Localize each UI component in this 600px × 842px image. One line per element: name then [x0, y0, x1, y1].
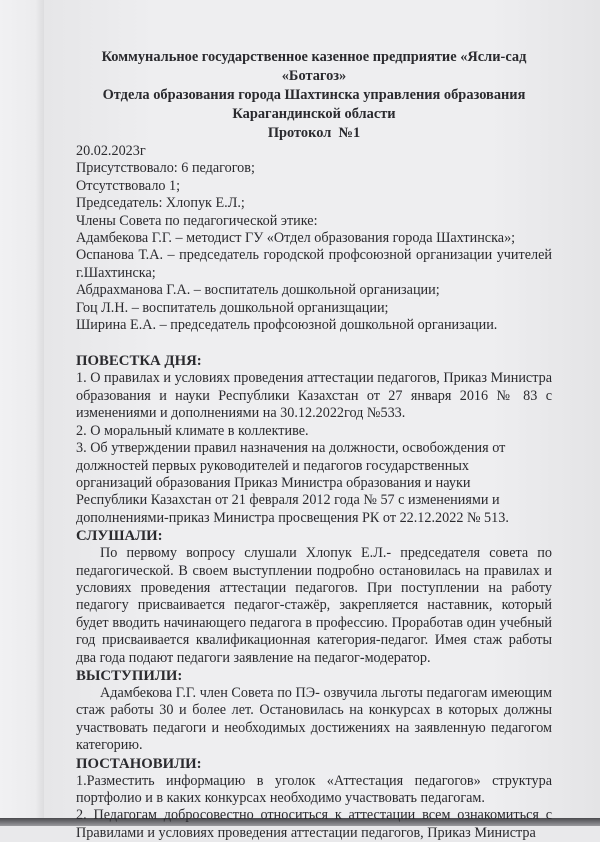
agenda-item: 3. Об утверждении правил назначения на должности, освобождения от должностей первых руководителей и педагогов государственных организаций образования Приказ Министра образования и науки Республики Казахстан от 21 февраля 2012 года № 57 с изменениями и дополнениями-приказ Министра просвещения РК от 22.12.2022 № 513.	[76, 440, 509, 526]
spoke-text: Адамбекова Г.Г. член Совета по ПЭ- озвучила льготы педагогам имеющим стаж работы 30 и более лет. Остановилась на конкурсах в которых должны участвовать педагоги и необходимых достижениях на заявленную педагогом категорию.	[76, 684, 552, 754]
member-item: Адамбекова Г.Г. – методист ГУ «Отдел образования города Шахтинска»;	[76, 230, 516, 247]
resolved-item: 2. Педагогам добросовестно относиться к аттестации всем ознакомиться с Правилами и условиях проведения аттестации педагогов, Приказ Министра	[76, 807, 552, 841]
members-title: Члены Совета по педагогической этике:	[76, 212, 318, 229]
member-item: Абдрахманова Г.А. – воспитатель дошкольной организации;	[76, 282, 440, 299]
scan-left-margin	[0, 0, 44, 826]
header-line-2: «Ботагоз»	[281, 68, 347, 84]
chairman: Председатель: Хлопук Е.Л.;	[76, 195, 245, 212]
absent-count: Отсутствовало 1;	[76, 177, 181, 194]
resolved-title: ПОСТАНОВИЛИ:	[76, 755, 202, 772]
header-line-3: Отдела образования города Шахтинска управления образования	[102, 87, 526, 103]
member-item: Ширина Е.А. – председатель профсоюзной дошкольной организации.	[76, 317, 498, 334]
document-content	[76, 48, 552, 842]
member-item: Гоц Л.Н. – воспитатель дошкольной организщации;	[76, 299, 389, 316]
document-header	[76, 48, 552, 143]
header-line-1: Коммунальное государственное казенное предприятие «Ясли-сад	[101, 49, 527, 65]
listened-text: По первому вопросу слушали Хлопук Е.Л.- председателя совета по педагогической. В своем выступлении подробно остановилась на правилах и условиях проведения аттестации педагогов. При поступлении на работу педагогу присваивается педагог-стажёр, закрепляется наставник, который будет вводить начинающего педагога в профессию. Проработав один учебный год присваивается квалификационная категория-педагог. Имея стаж работы два года подают педагоги заявление на педагог-модератор.	[76, 545, 552, 666]
protocol-title: Протокол №1	[267, 125, 361, 141]
agenda-item: 1. О правилах и условиях проведения аттестации педагогов, Приказ Министра образования и науки Республики Казахстан от 27 января 2016 № 83 с изменениями и дополнениями на 30.12.2022год №533.	[76, 370, 552, 422]
present-count: Присутствовало: 6 педагогов;	[76, 160, 255, 177]
agenda-item: 2. О моральный климате в коллективе.	[76, 422, 309, 439]
protocol-date: 20.02.2023г	[76, 143, 146, 159]
agenda-title: ПОВЕСТКА ДНЯ:	[76, 353, 202, 370]
listened-title: СЛУШАЛИ:	[76, 528, 163, 545]
header-line-4: Карагандинской области	[232, 106, 396, 122]
resolved-item: 1.Разместить информацию в уголок «Аттестация педагогов» структура портфолио и в каких конкурсах необходимо участвовать педагогам.	[76, 772, 552, 806]
member-item: Оспанова Т.А. – председатель городской профсоюзной организации учителей г.Шахтинска;	[76, 247, 552, 281]
spoke-title: ВЫСТУПИЛИ:	[76, 667, 183, 684]
